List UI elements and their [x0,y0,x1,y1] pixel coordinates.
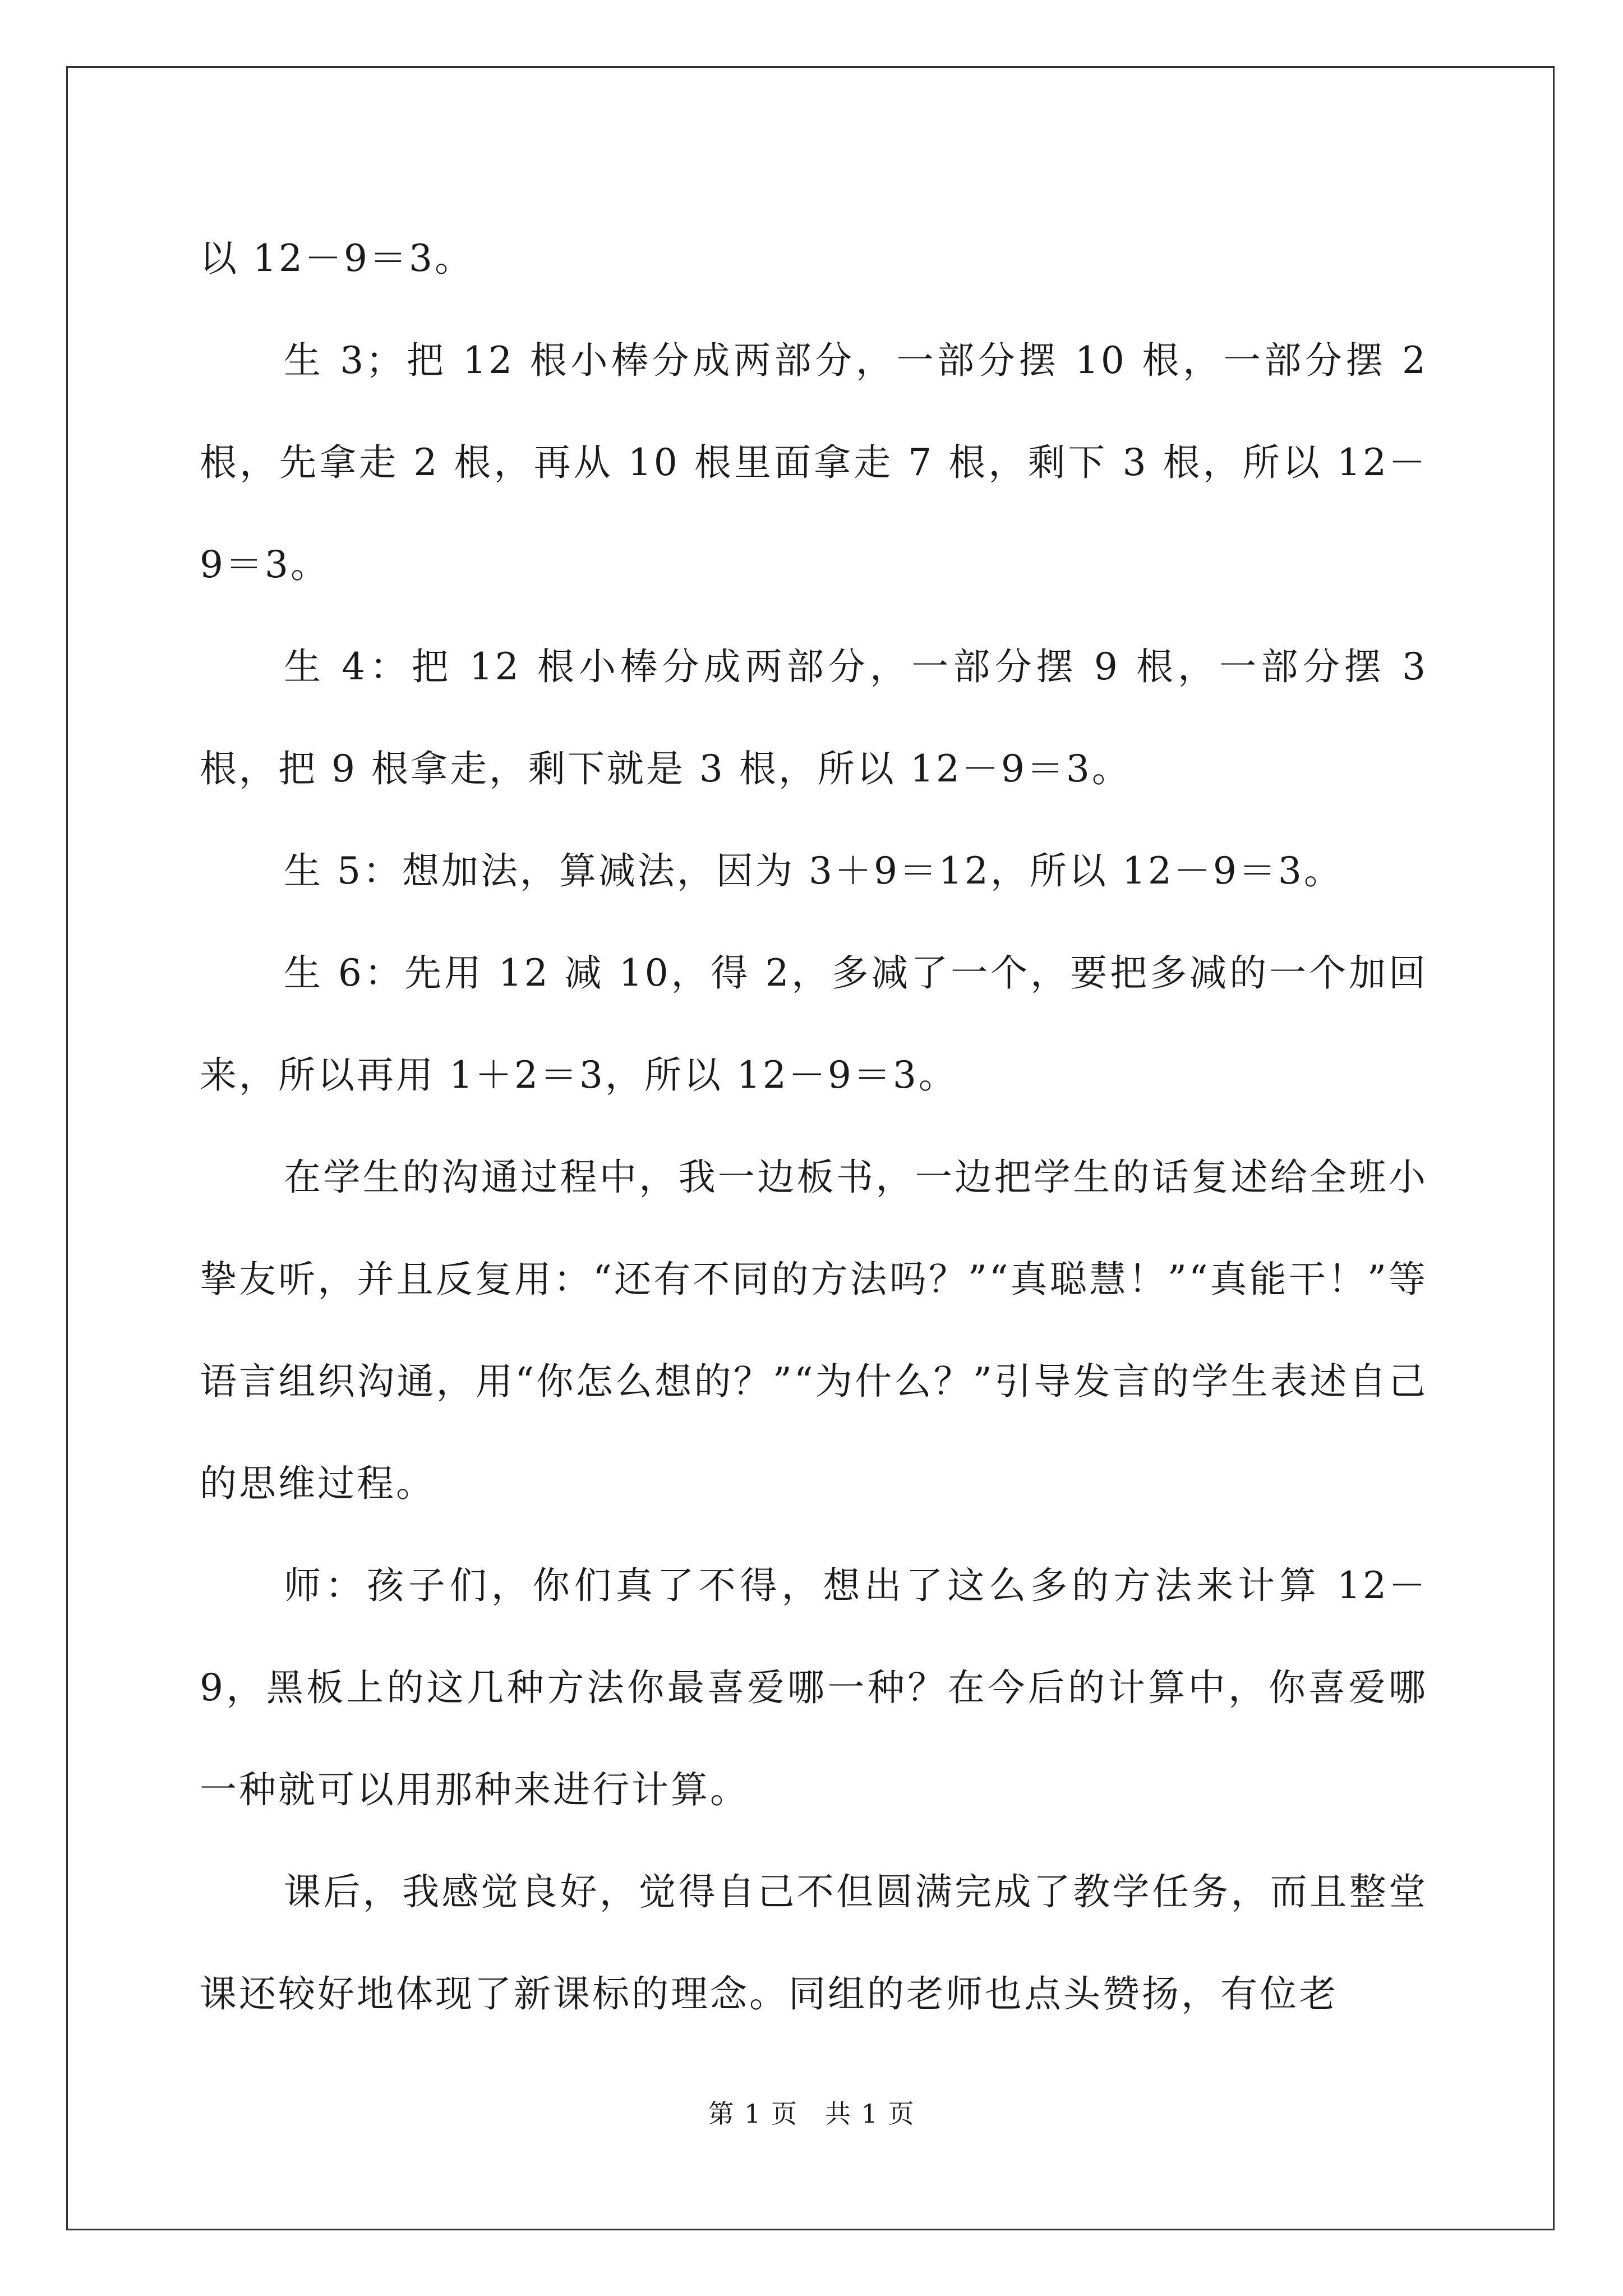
document-body [200,208,1428,2045]
paragraph: 生 4：把 12 根小棒分成两部分，一部分摆 9 根，一部分摆 3 根，把 9 根拿走，剩下就是 3 根，所以 12－9＝3。 [200,645,1428,790]
paragraph: 师：孩子们，你们真了不得，想出了这么多的方法来计算 12－9，黑板上的这几种方法你最喜爱哪一种？在今后的计算中，你喜爱哪一种就可以用那种来进行计算。 [200,1564,1428,1811]
paragraph: 生 5：想加法，算减法，因为 3＋9＝12，所以 12－9＝3。 [284,849,1343,892]
paragraph: 以 12－9＝3。 [200,237,474,280]
paragraph: 在学生的沟通过程中，我一边板书，一边把学生的话复述给全班小挚友听，并且反复用：“还有不同的方法吗？”“真聪慧！”“真能干！”等语言组织沟通，用“你怎么想的？”“为什么？”引导发言的学生表述自己的思维过程。 [200,1156,1428,1505]
paragraph: 课后，我感觉良好，觉得自己不但圆满完成了教学任务，而且整堂课还较好地体现了新课标的理念。同组的老师也点头赞扬，有位老 [200,1870,1428,2016]
paragraph: 生 3；把 12 根小棒分成两部分，一部分摆 10 根，一部分摆 2 根，先拿走 2 根，再从 10 根里面拿走 7 根，剩下 3 根，所以 12－9＝3。 [200,339,1428,586]
page-footer [0,2097,1623,2131]
paragraph: 生 6：先用 12 减 10，得 2，多减了一个，要把多减的一个加回来，所以再用 1＋2＝3，所以 12－9＝3。 [200,951,1428,1097]
page-total: 共 1 页 [825,2099,915,2129]
page-number: 第 1 页 [708,2099,798,2129]
